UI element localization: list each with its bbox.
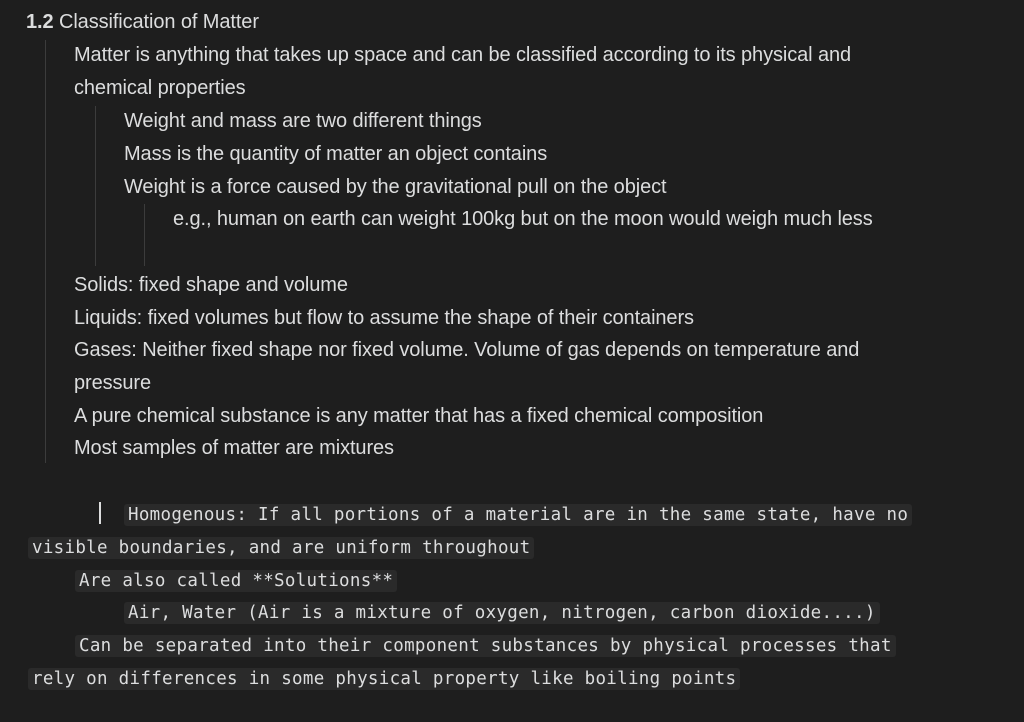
code-line[interactable] <box>75 629 896 663</box>
homogenous-code-line-2: visible boundaries, and are uniform throughout <box>28 537 534 559</box>
separated-code-line-1: Can be separated into their component substances by physical processes that <box>75 635 896 657</box>
code-line[interactable] <box>75 564 397 598</box>
gases-item-line-2[interactable]: pressure <box>74 372 152 394</box>
section-heading[interactable] <box>26 6 259 39</box>
weight-mass-item[interactable]: Weight and mass are two different things <box>124 110 482 132</box>
matter-definition-line-1[interactable]: Matter is anything that takes up space and can be classified according to its physical and <box>74 44 852 66</box>
homogenous-code-line-1: Homogenous: If all portions of a material are in the same state, have no <box>124 504 912 526</box>
section-title: Classification of Matter <box>58 11 259 33</box>
liquids-item[interactable]: Liquids: fixed volumes but flow to assume the shape of their containers <box>74 307 694 329</box>
indent-guide <box>45 40 46 463</box>
indent-guide <box>144 204 145 266</box>
code-line[interactable] <box>124 596 880 630</box>
air-water-code-line: Air, Water (Air is a mixture of oxygen, nitrogen, carbon dioxide....) <box>124 602 880 624</box>
solutions-code-line: Are also called **Solutions** <box>75 570 397 592</box>
solids-item[interactable]: Solids: fixed shape and volume <box>74 274 348 296</box>
mixtures-item[interactable]: Most samples of matter are mixtures <box>74 437 394 459</box>
mass-definition-item[interactable]: Mass is the quantity of matter an object contains <box>124 143 548 165</box>
code-line[interactable] <box>28 531 534 565</box>
pure-substance-item[interactable]: A pure chemical substance is any matter that has a fixed chemical composition <box>74 405 764 427</box>
indent-guide <box>95 106 96 266</box>
code-line[interactable] <box>28 662 740 696</box>
example-item[interactable]: e.g., human on earth can weight 100kg but on the moon would weigh much less <box>173 208 873 230</box>
separated-code-line-2: rely on differences in some physical property like boiling points <box>28 668 740 690</box>
matter-definition-line-2[interactable]: chemical properties <box>74 77 246 99</box>
weight-definition-item[interactable]: Weight is a force caused by the gravitational pull on the object <box>124 176 667 198</box>
code-line[interactable] <box>124 498 912 532</box>
section-number: 1.2 <box>26 11 54 33</box>
text-cursor <box>99 502 101 524</box>
gases-item-line-1[interactable]: Gases: Neither fixed shape nor fixed volume. Volume of gas depends on temperature and <box>74 339 860 361</box>
